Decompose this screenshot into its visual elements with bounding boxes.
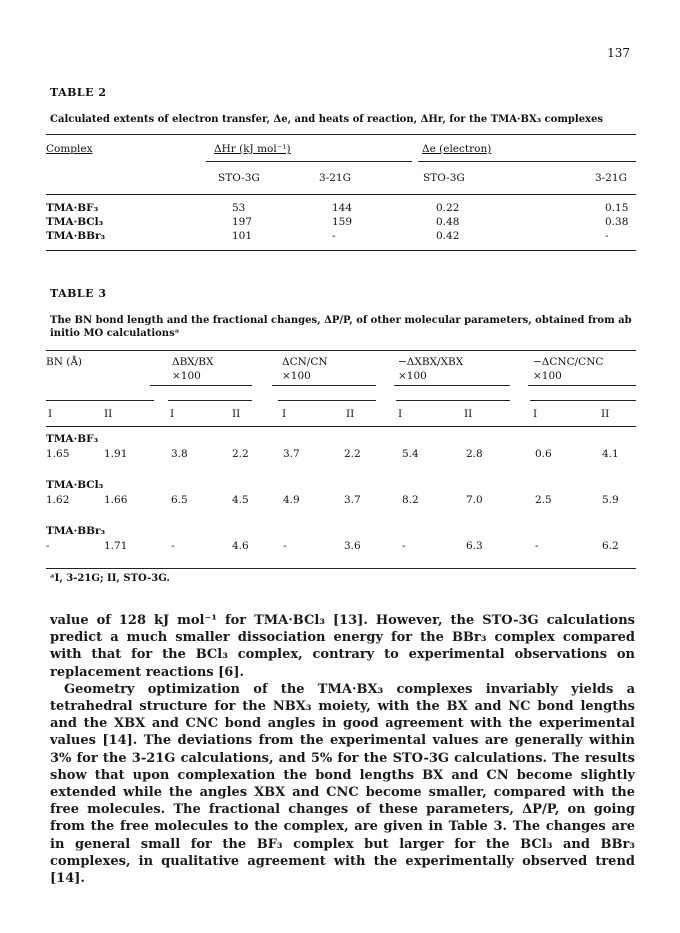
table3-group-name: TMA·BCl₃: [46, 479, 104, 491]
table3-subhead-rule-2: [168, 400, 252, 401]
table2-bottom-rule: [46, 250, 636, 251]
table2-cell: 53: [232, 202, 246, 214]
table3-head-rule-4: [528, 385, 636, 386]
table2-sub-4: 3-21G: [595, 172, 627, 184]
table3-head-col: BN (Å): [46, 356, 83, 368]
table3-cell: 4.6: [232, 540, 249, 552]
table2-cell: -: [605, 230, 609, 242]
table3-cell: 3.7: [344, 494, 361, 506]
table3-cell: -: [535, 540, 539, 552]
table3-top-rule: [46, 350, 636, 351]
table3-subhead-rule-4: [396, 400, 510, 401]
table3-cell: -: [171, 540, 175, 552]
table2-row-name: TMA·BBr₃: [46, 230, 106, 242]
table3-cell: 1.91: [104, 448, 128, 460]
table2-cell: -: [332, 230, 336, 242]
table3-cell: 2.2: [344, 448, 361, 460]
table3-subhead: I: [48, 408, 53, 420]
table3-cell: 5.4: [402, 448, 419, 460]
table3-subhead: I: [282, 408, 287, 420]
table3-cell: 1.62: [46, 494, 70, 506]
table3-cell: -: [283, 540, 287, 552]
table3-head-col: −ΔXBX/XBX: [398, 356, 464, 368]
table2-sub-2: 3-21G: [319, 172, 351, 184]
table3-head-col: ΔCN/CN: [282, 356, 328, 368]
table3-cell: 4.5: [232, 494, 249, 506]
table3-subhead-rule-3: [278, 400, 376, 401]
table3-subhead: I: [398, 408, 403, 420]
table2-cell: 0.38: [605, 216, 629, 228]
table3-cell: 5.9: [602, 494, 619, 506]
table2-cell: 197: [232, 216, 253, 228]
table2-cell: 101: [232, 230, 253, 242]
table2-col-dh: ΔHr (kJ mol⁻¹): [214, 143, 291, 155]
table3-subhead-rule-5: [530, 400, 636, 401]
table3-subhead: II: [601, 408, 610, 420]
table2-row-name: TMA·BCl₃: [46, 216, 104, 228]
table2-dh-rule: [206, 161, 412, 162]
table2-col-complex: Complex: [46, 143, 93, 155]
table2-cell: 144: [332, 202, 353, 214]
table3-cell: 4.9: [283, 494, 300, 506]
table3-cell: 6.5: [171, 494, 188, 506]
table3-title: TABLE 3: [50, 287, 107, 300]
table3-cell: 1.65: [46, 448, 70, 460]
table3-subhead: II: [104, 408, 113, 420]
table3-head-bottom-rule: [46, 426, 636, 427]
table2-col-de: Δe (electron): [422, 143, 492, 155]
table2-row-name: TMA·BF₃: [46, 202, 99, 214]
table3-head-rule-2: [272, 385, 376, 386]
table3-subhead: I: [170, 408, 175, 420]
table3-cell: 2.8: [466, 448, 483, 460]
table3-cell: 8.2: [402, 494, 419, 506]
table3-group-name: TMA·BF₃: [46, 433, 99, 445]
table2-sub-1: STO-3G: [218, 172, 260, 184]
table3-head-col: −ΔCNC/CNC: [533, 356, 604, 368]
table3-caption: The BN bond length and the fractional changes, ΔP/P, of other molecular parameters, obtained from ab initio MO calculationsᵃ: [50, 315, 632, 339]
table3-cell: -: [46, 540, 50, 552]
table3-cell: 0.6: [535, 448, 552, 460]
table3-cell: 3.7: [283, 448, 300, 460]
table3-group-name: TMA·BBr₃: [46, 525, 106, 537]
table3-head-rule-3: [394, 385, 510, 386]
table2-cell: 0.42: [436, 230, 460, 242]
table3-head-multiplier: ×100: [533, 370, 562, 382]
table3-cell: 6.2: [602, 540, 619, 552]
table2-de-rule: [418, 161, 636, 162]
table2-head-rule: [46, 194, 636, 195]
table3-subhead: II: [232, 408, 241, 420]
table3-subhead-rule-1: [46, 400, 154, 401]
table3-subhead: I: [533, 408, 538, 420]
table2-cell: 159: [332, 216, 353, 228]
table2-cell: 0.15: [605, 202, 629, 214]
table2-title: TABLE 2: [50, 86, 107, 99]
table2-caption: Calculated extents of electron transfer, Δe, and heats of reaction, ΔHr, for the TMA·BX₃ complexes: [50, 114, 604, 125]
table3-cell: 2.2: [232, 448, 249, 460]
table3-cell: 7.0: [466, 494, 483, 506]
table2-sub-3: STO-3G: [423, 172, 465, 184]
table3-cell: 3.6: [344, 540, 361, 552]
table3-subhead: II: [464, 408, 473, 420]
table3-cell: 3.8: [171, 448, 188, 460]
table3-head-col: ΔBX/BX: [172, 356, 214, 368]
table3-footnote: ᵃI, 3-21G; II, STO-3G.: [50, 573, 170, 584]
table3-cell: 2.5: [535, 494, 552, 506]
table3-cell: -: [402, 540, 406, 552]
table3-cell: 1.66: [104, 494, 128, 506]
table3-subhead: II: [346, 408, 355, 420]
table2-cell: 0.22: [436, 202, 460, 214]
page-number: 137: [607, 46, 630, 60]
table3-head-multiplier: ×100: [172, 370, 201, 382]
body-paragraph-1: value of 128 kJ mol⁻¹ for TMA·BCl₃ [13]. However, the STO-3G calculations predict a much smaller dissociation energy for the BBr₃ complex compared with that for the BCl₃ complex, contrary to experimental observations on replacement reactions [6].: [50, 613, 635, 680]
body-text: [50, 612, 635, 887]
table3-cell: 6.3: [466, 540, 483, 552]
table3-head-multiplier: ×100: [398, 370, 427, 382]
table3-bottom-rule: [46, 568, 636, 569]
table3-cell: 1.71: [104, 540, 128, 552]
table3-head-rule-1: [150, 385, 252, 386]
table3-cell: 4.1: [602, 448, 619, 460]
table2-top-rule: [46, 134, 636, 135]
body-paragraph-2: Geometry optimization of the TMA·BX₃ complexes invariably yields a tetrahedral structure for the NBX₃ moiety, with the BX and NC bond lengths and the XBX and CNC bond angles in good agreement with the experimental values [14]. The deviations from the experimental values are generally within 3% for the 3-21G calculations, and 5% for the STO-3G calculations. The results show that upon complexation the bond lengths BX and CN become slightly extended while the angles XBX and CNC become smaller, compared with the free molecules. The fractional changes of these parameters, ΔP/P, on going from the free molecules to the complex, are given in Table 3. The changes are in general small for the BF₃ complex but larger for the BCl₃ and BBr₃ complexes, in qualitative agreement with the experimentally observed trend [14].: [50, 681, 635, 887]
table3-head-multiplier: ×100: [282, 370, 311, 382]
table2-cell: 0.48: [436, 216, 460, 228]
